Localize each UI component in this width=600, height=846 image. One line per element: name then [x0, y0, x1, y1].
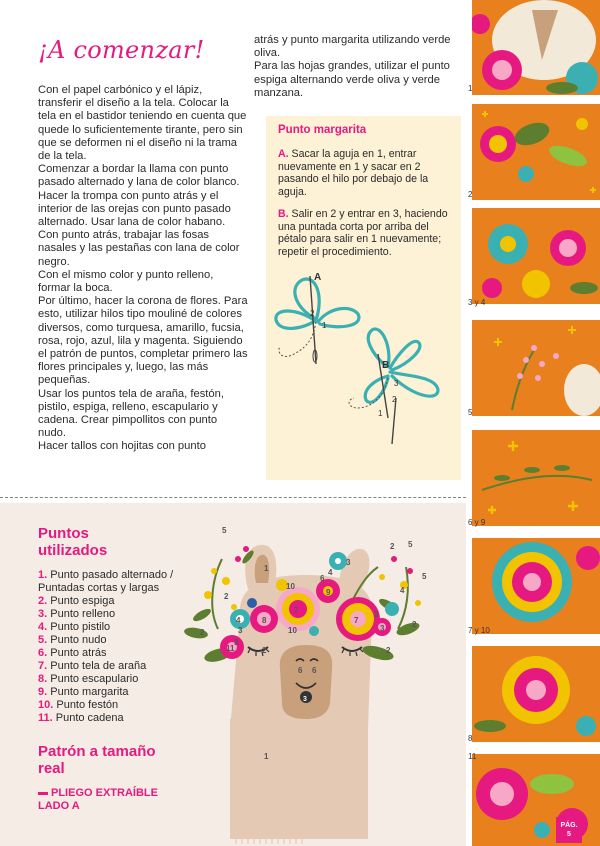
- photo-strip: [466, 0, 600, 846]
- pattern-number: 3: [374, 610, 379, 619]
- pattern-number: 4: [328, 568, 333, 577]
- list-item: [38, 699, 198, 712]
- puntos-panel: [0, 503, 466, 846]
- step-b-text: Salir en 2 y entrar en 3, haciendo una puntada corta por arriba del pétalo para salir en 1 nuevamente; repetir el procedimiento.: [278, 208, 448, 258]
- paragraph: Con el papel carbónico y el lápiz, transferir el diseño a la tela. Colocar la tela en el bastidor teniendo en cuenta que quede lo suficientemente tirante, pero sin que se deformen ni el diseño ni la trama de la tela.: [38, 84, 247, 163]
- paragraph: Con punto atrás, trabajar las fosas nasales y las pestañas con lana de color negro.: [38, 229, 240, 268]
- item-number: 11.: [38, 712, 53, 724]
- pattern-number: 9: [326, 588, 331, 597]
- pliego-note: [38, 787, 178, 813]
- pattern-number: 1: [264, 564, 269, 573]
- paragraph: Comenzar a bordar la llama con punto pasado alternado y lana de color blanco.: [38, 163, 240, 189]
- item-number: 4.: [38, 621, 48, 633]
- item-number: 3.: [38, 608, 48, 620]
- pattern-number: 6: [298, 666, 303, 675]
- list-item: [38, 673, 198, 686]
- item-text: Punto escapulario: [50, 673, 139, 685]
- step-a: [278, 148, 454, 198]
- list-item: [38, 621, 198, 634]
- photo-caption: 8: [468, 734, 473, 743]
- photo-step-3-4: [472, 208, 600, 304]
- llama-pattern-illustration: [178, 519, 438, 844]
- item-text: Punto relleno: [50, 608, 116, 620]
- list-item: [38, 569, 198, 595]
- pattern-number: 4: [400, 586, 405, 595]
- item-text: Punto pasado alternado / Puntadas cortas y largas: [38, 569, 174, 594]
- list-item: [38, 595, 198, 608]
- pattern-number: 7: [354, 616, 359, 625]
- item-text: Punto cadena: [55, 712, 124, 724]
- paragraph: Hacer la trompa con punto atrás y el interior de las orejas con punto pasado alternado. Usar lana de color habano.: [38, 189, 231, 229]
- list-item: [38, 647, 198, 660]
- instructions-left-column: [38, 84, 248, 454]
- stitch-diagram: [266, 268, 461, 480]
- list-item: [38, 660, 198, 673]
- pliego-text: PLIEGO EXTRAÍBLE LADO A: [38, 787, 158, 812]
- photo-step-5: [472, 320, 600, 416]
- pattern-number: 2: [412, 620, 417, 629]
- pattern-number: 10: [288, 626, 297, 635]
- diagram-label: 1: [378, 409, 383, 418]
- pattern-number: 5: [422, 572, 427, 581]
- pattern-number: 5: [222, 526, 227, 535]
- photo-caption: 7 y 10: [468, 626, 490, 635]
- svg-text:3: 3: [303, 696, 307, 703]
- item-text: Punto pistilo: [50, 621, 111, 633]
- pattern-number: 2: [390, 542, 395, 551]
- photo-caption: 6 y 9: [468, 518, 486, 527]
- needle: [392, 398, 396, 444]
- page-number: 5: [567, 831, 571, 838]
- punto-margarita-title: Punto margarita: [278, 124, 367, 136]
- item-number: 2.: [38, 595, 48, 607]
- item-text: Punto margarita: [50, 686, 129, 698]
- page-number-badge: [556, 817, 582, 843]
- item-number: 1.: [38, 569, 48, 581]
- step-a-text: Sacar la aguja en 1, entrar nuevamente en 1 y sacar en 2 pasando el hilo por debajo de la aguja.: [278, 148, 429, 198]
- item-text: Punto atrás: [50, 647, 107, 659]
- diagram-label: 2: [392, 395, 397, 404]
- photo-step-2: [472, 104, 600, 200]
- paragraph: Hacer tallos con hojitas con punto: [38, 440, 206, 453]
- item-text: Punto tela de araña: [50, 660, 147, 672]
- photo-step-6-9: [472, 430, 600, 526]
- pattern-number: 2: [262, 646, 267, 655]
- photo-step-8: [472, 646, 600, 742]
- diagram-label: 2: [310, 309, 315, 318]
- patron-title: Patrón a tamaño real: [38, 743, 156, 777]
- pattern-number: 11: [226, 644, 235, 653]
- diagram-label: B: [382, 360, 390, 371]
- list-item: [38, 686, 198, 699]
- step-b: [278, 208, 454, 258]
- photo-caption: 11: [468, 752, 477, 761]
- diagram-label: A: [314, 272, 322, 283]
- list-item: [38, 608, 198, 621]
- paragraph: atrás y punto margarita utilizando verde oliva.: [254, 34, 451, 60]
- list-item: [38, 634, 198, 647]
- item-text: Punto nudo: [50, 634, 107, 646]
- item-text: Punto festón: [56, 699, 119, 711]
- instructions-right-column: [254, 34, 460, 100]
- pattern-number: 2: [200, 628, 205, 637]
- item-number: 10.: [38, 699, 54, 711]
- puntos-list: [38, 569, 198, 725]
- paragraph: Con el mismo color y punto relleno, formar la boca.: [38, 268, 214, 295]
- photo-step-7-10: [472, 538, 600, 634]
- step-a-key: A.: [278, 148, 289, 160]
- pattern-number: 10: [286, 582, 295, 591]
- pattern-number: 2: [386, 646, 391, 655]
- list-item: [38, 712, 198, 725]
- item-number: 9.: [38, 686, 48, 698]
- page-label: PÁG.: [560, 822, 578, 829]
- pattern-number: 4: [236, 616, 241, 625]
- item-text: Punto espiga: [50, 595, 115, 607]
- photo-caption: 1: [468, 84, 473, 93]
- item-number: 5.: [38, 634, 48, 646]
- step-b-key: B.: [278, 208, 289, 220]
- paragraph: Usar los puntos tela de araña, festón, pistilo, espiga, relleno, escapulario y cadena. Crear pimpollitos con punto nudo.: [38, 387, 224, 440]
- photo-caption: 2: [468, 190, 473, 199]
- pattern-number: 6: [320, 574, 325, 583]
- dashed-divider: [0, 497, 466, 498]
- photo-caption: 5: [468, 408, 473, 417]
- photo-caption: 3 y 4: [468, 298, 486, 307]
- page-title: ¡A comenzar!: [38, 36, 205, 64]
- puntos-title: Puntos utilizados: [38, 525, 108, 559]
- paragraph: Por último, hacer la corona de flores. Para esto, utilizar hilos tipo mouliné de colores diversos, como turquesa, amarillo, fucsia, rosa, rojo, azul, lila y magenta. Siguiendo el patrón de puntos, completar primero las flores principales y, luego, las más pequeñas.: [38, 295, 248, 387]
- item-number: 8.: [38, 673, 48, 685]
- pattern-number: 2: [224, 592, 229, 601]
- pattern-number: 1: [264, 752, 269, 761]
- pattern-number: 7: [294, 606, 299, 615]
- diagram-label: 3: [394, 379, 399, 388]
- pattern-number: 3: [346, 558, 351, 567]
- diagram-label: 1: [322, 321, 327, 330]
- paragraph: Para las hojas grandes, utilizar el punto espiga alternando verde oliva y verde manzana.: [254, 60, 450, 99]
- pattern-number: 8: [262, 616, 267, 625]
- item-number: 6.: [38, 647, 48, 659]
- pattern-number: 6: [312, 666, 317, 675]
- punto-margarita-box: [266, 116, 461, 480]
- dash-icon: [38, 792, 48, 795]
- item-number: 7.: [38, 660, 48, 672]
- pattern-number: 3: [380, 624, 385, 633]
- pattern-number: 3: [238, 626, 243, 635]
- pattern-number: 5: [408, 540, 413, 549]
- pattern-number: 3: [234, 638, 239, 647]
- photo-step-1: [472, 0, 600, 95]
